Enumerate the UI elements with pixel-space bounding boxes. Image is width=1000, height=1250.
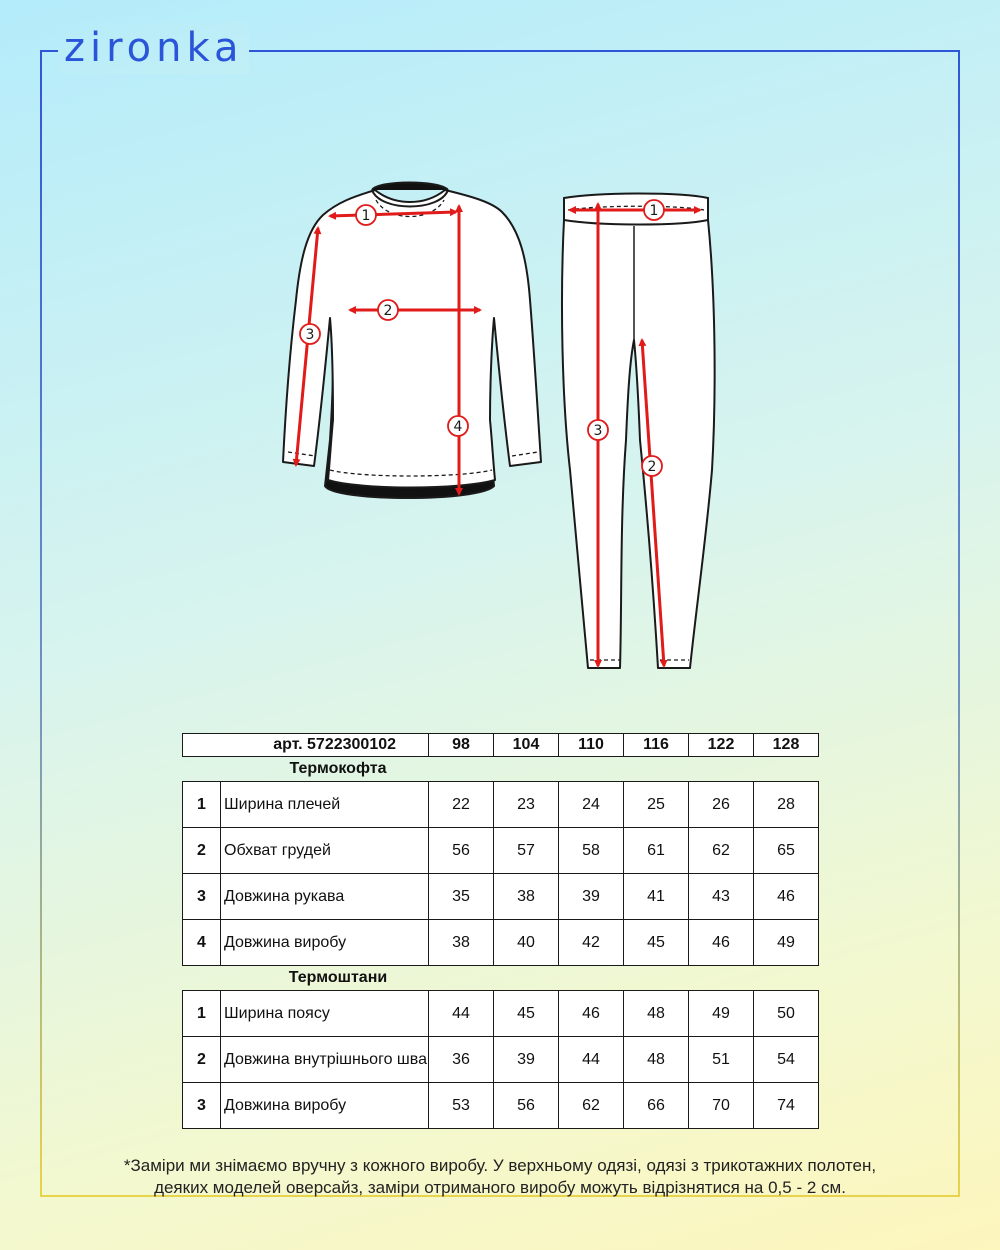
table-row	[183, 782, 819, 828]
table-row	[183, 1037, 819, 1083]
row-number: 4	[183, 920, 221, 966]
top-label-4: 4	[453, 419, 463, 435]
section-title-pants: Термоштани	[288, 969, 388, 986]
cell-value: 43	[689, 874, 754, 920]
cell-value: 62	[689, 828, 754, 874]
pants-garment	[562, 194, 715, 669]
note-line: *Заміри ми знімаємо вручну з кожного виробу. У верхньому одязі, одязі з трикотажних полотен,	[123, 1156, 877, 1175]
cell-value: 57	[494, 828, 559, 874]
row-number: 1	[183, 991, 221, 1037]
size-header: 110	[559, 734, 624, 757]
measurement-note	[45, 1155, 955, 1199]
cell-value: 35	[429, 874, 494, 920]
cell-value: 49	[754, 920, 819, 966]
row-label: Обхват грудей	[221, 828, 429, 874]
row-label: Довжина внутрішнього шва	[221, 1037, 429, 1083]
note-line: деяких моделей оверсайз, заміри отриманого виробу можуть відрізнятися на 0,5 - 2 см.	[154, 1178, 846, 1197]
pants-label-1: 1	[649, 203, 659, 219]
cell-value: 46	[754, 874, 819, 920]
cell-value: 44	[429, 991, 494, 1037]
cell-value: 58	[559, 828, 624, 874]
row-label: Довжина рукава	[221, 874, 429, 920]
pants-label-2: 2	[647, 459, 657, 475]
cell-value: 56	[429, 828, 494, 874]
table-header-row	[183, 734, 819, 757]
top-label-2: 2	[383, 303, 393, 319]
cell-value: 45	[494, 991, 559, 1037]
cell-value: 41	[624, 874, 689, 920]
cell-value: 62	[559, 1083, 624, 1129]
top-label-1: 1	[361, 208, 371, 224]
table-row	[183, 991, 819, 1037]
row-number: 3	[183, 874, 221, 920]
row-number: 3	[183, 1083, 221, 1129]
brand-logo: zironka	[58, 22, 249, 74]
pants-label-3: 3	[593, 423, 603, 439]
cell-value: 56	[494, 1083, 559, 1129]
cell-value: 66	[624, 1083, 689, 1129]
cell-value: 61	[624, 828, 689, 874]
cell-value: 39	[494, 1037, 559, 1083]
row-number: 1	[183, 782, 221, 828]
table-row	[183, 1083, 819, 1129]
cell-value: 53	[429, 1083, 494, 1129]
cell-value: 70	[689, 1083, 754, 1129]
row-number: 2	[183, 1037, 221, 1083]
size-table	[182, 733, 819, 1129]
cell-value: 45	[624, 920, 689, 966]
row-label: Довжина виробу	[221, 1083, 429, 1129]
size-header: 122	[689, 734, 754, 757]
row-label: Довжина виробу	[221, 920, 429, 966]
row-label: Ширина поясу	[221, 991, 429, 1037]
cell-value: 42	[559, 920, 624, 966]
cell-value: 49	[689, 991, 754, 1037]
cell-value: 38	[429, 920, 494, 966]
article-number: арт. 5722300102	[183, 734, 429, 757]
table-row	[183, 874, 819, 920]
cell-value: 50	[754, 991, 819, 1037]
cell-value: 54	[754, 1037, 819, 1083]
cell-value: 28	[754, 782, 819, 828]
cell-value: 25	[624, 782, 689, 828]
cell-value: 74	[754, 1083, 819, 1129]
cell-value: 48	[624, 1037, 689, 1083]
top-garment	[283, 183, 541, 499]
size-header: 128	[754, 734, 819, 757]
cell-value: 24	[559, 782, 624, 828]
cell-value: 36	[429, 1037, 494, 1083]
cell-value: 38	[494, 874, 559, 920]
top-label-3: 3	[305, 327, 315, 343]
section-title-row	[183, 966, 819, 991]
cell-value: 22	[429, 782, 494, 828]
size-header: 104	[494, 734, 559, 757]
cell-value: 44	[559, 1037, 624, 1083]
table-row	[183, 920, 819, 966]
cell-value: 46	[559, 991, 624, 1037]
table-row	[183, 828, 819, 874]
row-number: 2	[183, 828, 221, 874]
size-header: 98	[429, 734, 494, 757]
cell-value: 39	[559, 874, 624, 920]
cell-value: 23	[494, 782, 559, 828]
cell-value: 48	[624, 991, 689, 1037]
cell-value: 46	[689, 920, 754, 966]
cell-value: 65	[754, 828, 819, 874]
cell-value: 40	[494, 920, 559, 966]
section-title-top: Термокофта	[289, 760, 387, 777]
cell-value: 51	[689, 1037, 754, 1083]
row-label: Ширина плечей	[221, 782, 429, 828]
size-header: 116	[624, 734, 689, 757]
section-title-row	[183, 757, 819, 782]
cell-value: 26	[689, 782, 754, 828]
